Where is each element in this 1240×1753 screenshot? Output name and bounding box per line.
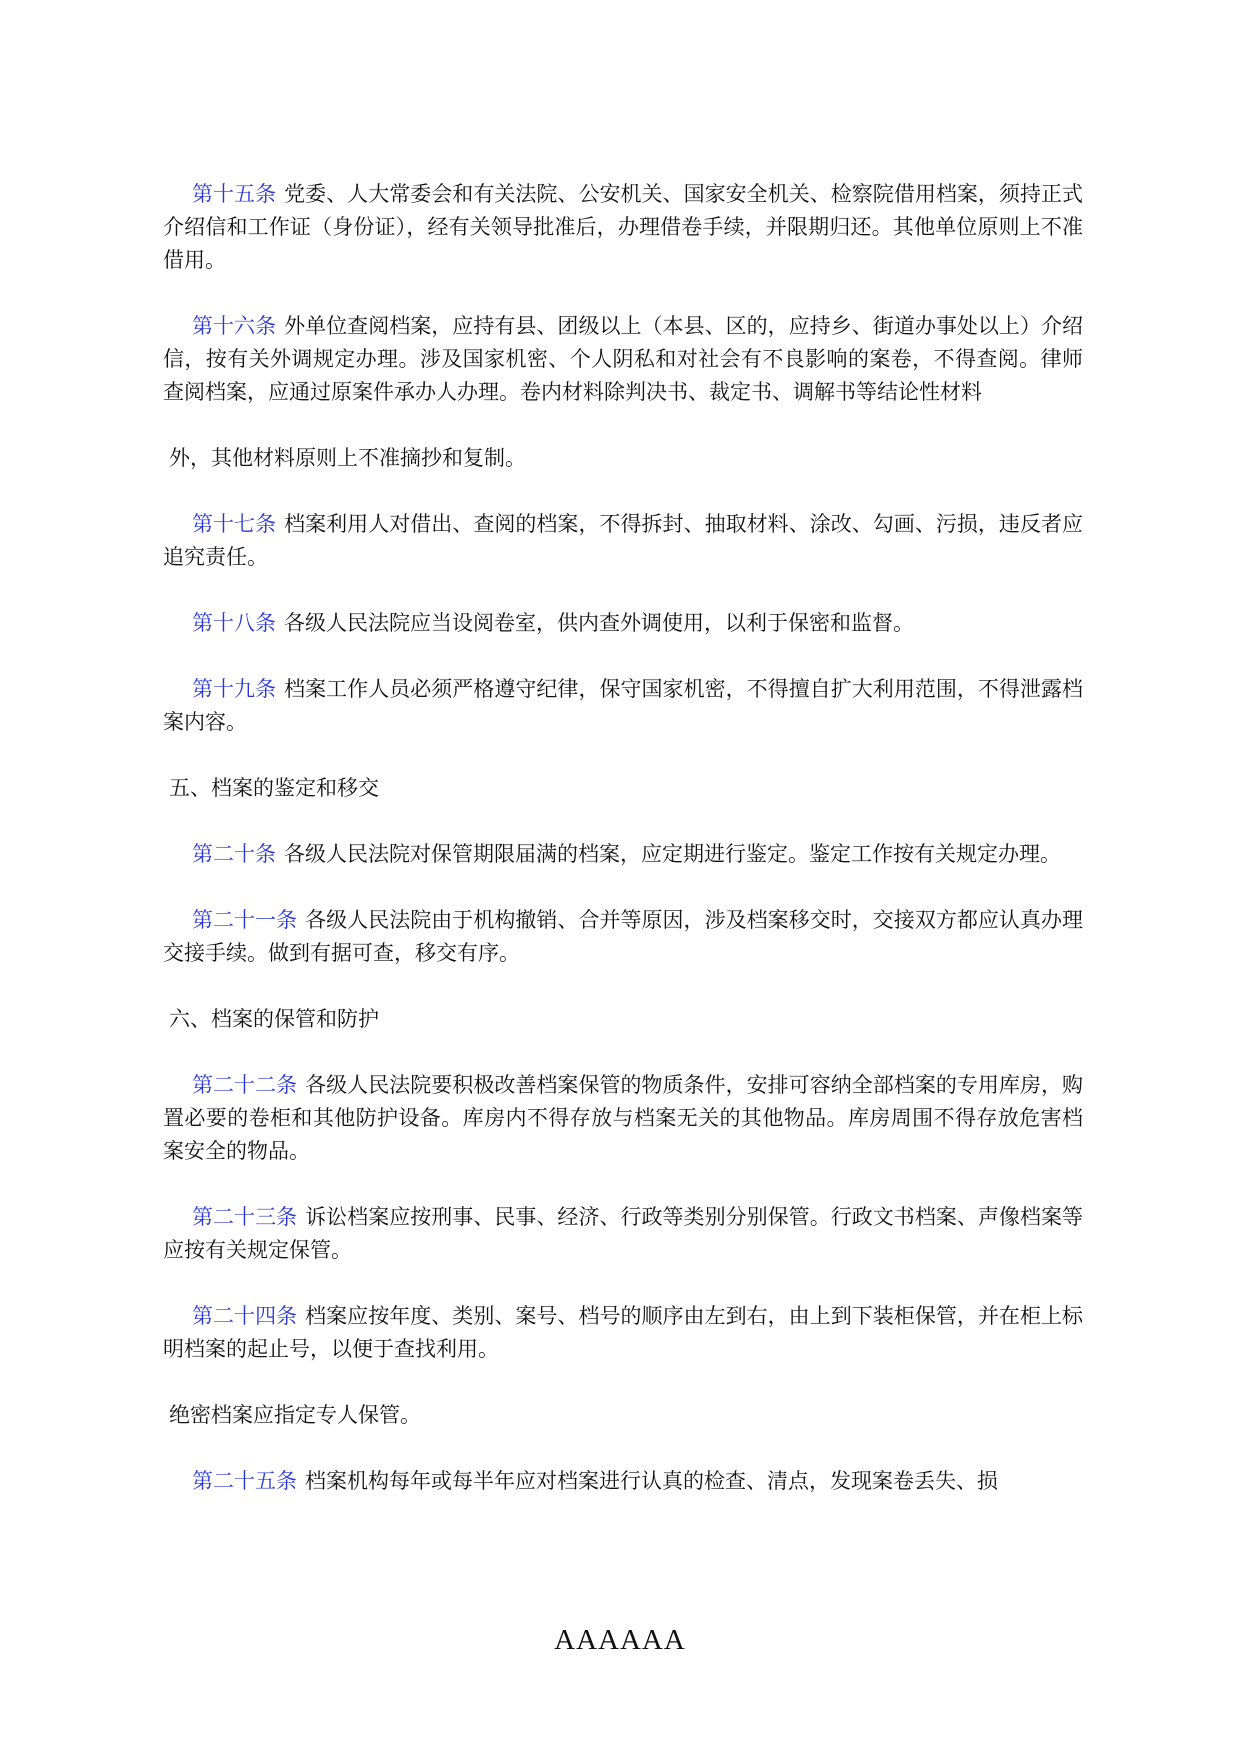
article-text: 外，其他材料原则上不准摘抄和复制。 [169,446,526,470]
article-label[interactable]: 第二十三条 [192,1205,298,1229]
article-label[interactable]: 第二十条 [192,842,276,866]
article-text: 各级人民法院对保管期限届满的档案，应定期进行鉴定。鉴定工作按有关规定办理。 [284,842,1061,866]
article-16-continuation [163,442,1083,475]
article-16 [163,310,1083,409]
article-text: 各级人民法院应当设阅卷室，供内查外调使用，以利于保密和监督。 [284,611,914,635]
article-text: 档案机构每年或每半年应对档案进行认真的检查、清点，发现案卷丢失、损 [305,1469,998,1493]
article-label[interactable]: 第十五条 [192,182,277,206]
article-label[interactable]: 第十七条 [192,512,277,536]
article-text: 各级人民法院要积极改善档案保管的物质条件，安排可容纳全部档案的专用库房，购置必要的卷柜和其他防护设备。库房内不得存放与档案无关的其他物品。库房周围不得存放危害档案安全的物品。 [163,1073,1083,1163]
section-heading-5 [163,772,1083,805]
section-heading-text: 五、档案的鉴定和移交 [169,776,379,800]
article-text: 外单位查阅档案，应持有县、团级以上（本县、区的，应持乡、街道办事处以上）介绍信，按有关外调规定办理。涉及国家机密、个人阴私和对社会有不良影响的案卷，不得查阅。律师查阅档案，应通过原案件承办人办理。卷内材料除判决书、裁定书、调解书等结论性材料 [163,314,1084,404]
article-22 [163,1069,1083,1168]
article-text: 诉讼档案应按刑事、民事、经济、行政等类别分别保管。行政文书档案、声像档案等应按有关规定保管。 [163,1205,1083,1262]
article-25 [163,1465,1083,1498]
article-label[interactable]: 第二十二条 [192,1073,298,1097]
article-text: 党委、人大常委会和有关法院、公安机关、国家安全机关、检察院借用档案，须持正式介绍信和工作证（身份证），经有关领导批准后，办理借卷手续，并限期归还。其他单位原则上不准借用。 [163,182,1084,272]
article-label[interactable]: 第二十一条 [192,908,298,932]
article-text: 档案应按年度、类别、案号、档号的顺序由左到右，由上到下装柜保管，并在柜上标明档案的起止号，以便于查找利用。 [163,1304,1083,1361]
article-19 [163,673,1083,739]
article-label[interactable]: 第十九条 [192,677,277,701]
article-label[interactable]: 第二十五条 [192,1469,297,1493]
article-24 [163,1300,1083,1366]
article-24-note [163,1399,1083,1432]
article-18 [163,607,1083,640]
document-body [163,178,1083,1531]
article-label[interactable]: 第二十四条 [192,1304,298,1328]
section-heading-6 [163,1003,1083,1036]
article-21 [163,904,1083,970]
article-15 [163,178,1083,277]
article-text: 绝密档案应指定专人保管。 [169,1403,421,1427]
article-text: 档案工作人员必须严格遵守纪律，保守国家机密，不得擅自扩大利用范围，不得泄露档案内容。 [163,677,1084,734]
article-17 [163,508,1083,574]
article-label[interactable]: 第十八条 [192,611,276,635]
page-footer: AAAAAA [554,1624,686,1656]
article-text: 档案利用人对借出、查阅的档案，不得拆封、抽取材料、涂改、勾画、污损，违反者应追究责任。 [163,512,1084,569]
article-23 [163,1201,1083,1267]
article-20 [163,838,1083,871]
article-text: 各级人民法院由于机构撤销、合并等原因，涉及档案移交时，交接双方都应认真办理交接手续。做到有据可查，移交有序。 [163,908,1083,965]
article-label[interactable]: 第十六条 [192,314,277,338]
section-heading-text: 六、档案的保管和防护 [169,1007,379,1031]
